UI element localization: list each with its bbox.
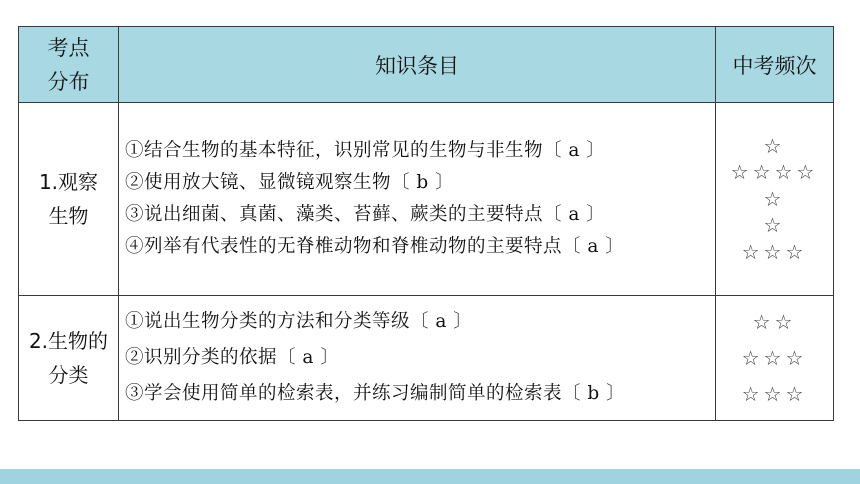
header-exam-distribution-line1: 考点 — [47, 35, 90, 60]
bottom-decorative-bar — [0, 469, 860, 484]
frequency-stars: ☆☆ — [752, 310, 797, 334]
knowledge-item: ①说出生物分类的方法和分类等级〔 a 〕 — [125, 311, 473, 332]
category-cell — [19, 103, 119, 296]
category-label-line2: 分类 — [48, 363, 89, 387]
header-exam-distribution-line2: 分布 — [47, 69, 90, 94]
frequency-stars: ☆☆☆ — [741, 239, 808, 264]
frequency-stars: ☆ — [763, 133, 786, 158]
frequency-cell — [716, 296, 834, 421]
frequency-stars: ☆ — [763, 186, 786, 211]
knowledge-items-cell — [119, 296, 716, 421]
frequency-stars: ☆☆☆ — [741, 346, 808, 370]
table-row — [19, 296, 834, 421]
header-exam-frequency: 中考频次 — [716, 27, 834, 103]
knowledge-item: ②使用放大镜、显微镜观察生物〔 b 〕 — [125, 172, 455, 193]
frequency-stars: ☆☆☆☆ — [730, 160, 819, 185]
category-label-line1: 2.生物的 — [28, 329, 109, 353]
header-knowledge-items: 知识条目 — [119, 27, 716, 103]
header-exam-distribution — [19, 27, 119, 103]
frequency-stars: ☆☆☆ — [741, 382, 808, 406]
knowledge-items-cell — [119, 103, 716, 296]
table-row — [19, 103, 834, 296]
knowledge-item: ③说出细菌、真菌、藻类、苔藓、蕨类的主要特点〔 a 〕 — [125, 204, 606, 225]
knowledge-item: ③学会使用简单的检索表，并练习编制简单的检索表〔 b 〕 — [125, 383, 626, 404]
category-label-line2: 生物 — [48, 204, 89, 228]
knowledge-table — [18, 26, 834, 421]
frequency-stars: ☆ — [763, 213, 786, 238]
knowledge-item: ①结合生物的基本特征，识别常见的生物与非生物〔 a 〕 — [125, 140, 606, 161]
frequency-cell — [716, 103, 834, 296]
knowledge-item: ④列举有代表性的无脊椎动物和脊椎动物的主要特点〔 a 〕 — [125, 236, 625, 257]
category-cell — [19, 296, 119, 421]
table-header-row — [19, 27, 834, 103]
category-label-line1: 1.观察 — [38, 170, 99, 194]
knowledge-item: ②识别分类的依据〔 a 〕 — [125, 347, 340, 368]
